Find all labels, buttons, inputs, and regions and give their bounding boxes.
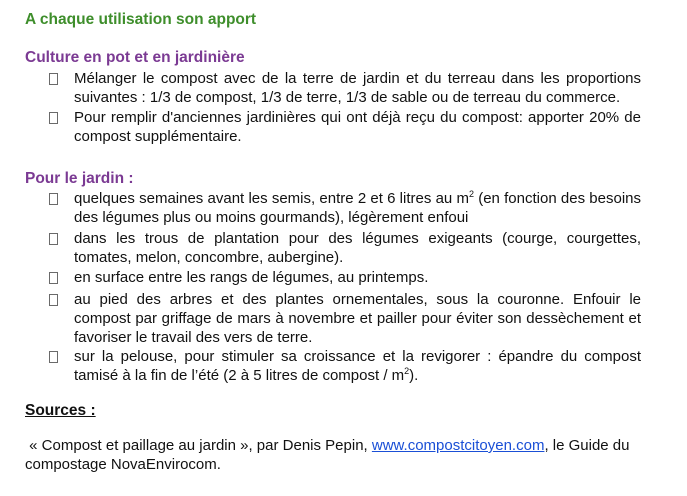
bullet-icon xyxy=(49,351,58,363)
citation xyxy=(25,436,630,474)
list-item xyxy=(74,69,641,107)
list-item-line: au pied des arbres et des plantes ornementales, sous la couronne. Enfouir le xyxy=(74,291,641,308)
list-item xyxy=(74,290,641,347)
list-item-line: en surface entre les rangs de légumes, au printemps. xyxy=(74,269,429,286)
text-run: « Compost et paillage au jardin », par Denis Pepin, xyxy=(25,437,372,454)
list-item xyxy=(74,189,641,227)
bullet-icon xyxy=(49,272,58,284)
bullet-icon xyxy=(49,73,58,85)
list-item xyxy=(74,229,641,267)
list-item-line: favoriser le travail des vers de terre. xyxy=(74,329,313,346)
list-item xyxy=(74,268,641,287)
list-item-line: compost par griffage de mars à novembre et pailler pour éviter son dessèchement et xyxy=(74,310,641,327)
text-run: , le Guide du xyxy=(544,437,630,454)
superscript: 2 xyxy=(468,189,474,199)
list-item xyxy=(74,108,641,146)
bullet-icon xyxy=(49,193,58,205)
list-item-line: compost supplémentaire. xyxy=(74,128,242,145)
list-item-line: Mélanger le compost avec de la terre de jardin et du terreau dans les proportions xyxy=(74,70,641,87)
list-item-line: des légumes plus ou moins gourmands), légèrement enfoui xyxy=(74,209,469,226)
list-item-line: Pour remplir d'anciennes jardinières qui ont déjà reçu du compost: apporter 20% de xyxy=(74,109,641,126)
text-run: quelques semaines avant les semis, entre 2 et 6 litres au m xyxy=(74,190,469,207)
bullet-icon xyxy=(49,233,58,245)
superscript: 2 xyxy=(404,366,410,376)
list-item-line: tomates, melon, concombre, aubergine). xyxy=(74,249,344,266)
bullet-icon xyxy=(49,294,58,306)
section-heading-jardin: Pour le jardin : xyxy=(25,170,134,187)
section-heading-pot: Culture en pot et en jardinière xyxy=(25,49,245,66)
source-link[interactable]: www.compostcitoyen.com xyxy=(371,437,545,454)
text-run: tamisé à la fin de l’été (2 à 5 litres de compost / m xyxy=(74,367,405,384)
sources-heading: Sources : xyxy=(25,402,96,419)
list-item-line: sur la pelouse, pour stimuler sa croissance et la revigorer : épandre du compost xyxy=(74,348,641,365)
text-run: (en fonction des besoins xyxy=(474,190,641,207)
citation-line xyxy=(25,436,630,455)
page-title: A chaque utilisation son apport xyxy=(25,11,257,28)
text-run: ). xyxy=(409,367,419,384)
list-item-line: dans les trous de plantation pour des légumes exigeants (courge, courgettes, xyxy=(74,230,641,247)
citation-line: compostage NovaEnvirocom. xyxy=(25,456,221,473)
bullet-icon xyxy=(49,112,58,124)
list-item-line xyxy=(74,366,641,385)
list-item xyxy=(74,347,641,385)
list-item-line: suivantes : 1/3 de compost, 1/3 de terre, 1/3 de sable ou de terreau du commerce. xyxy=(74,89,621,106)
list-item-line xyxy=(74,189,641,208)
